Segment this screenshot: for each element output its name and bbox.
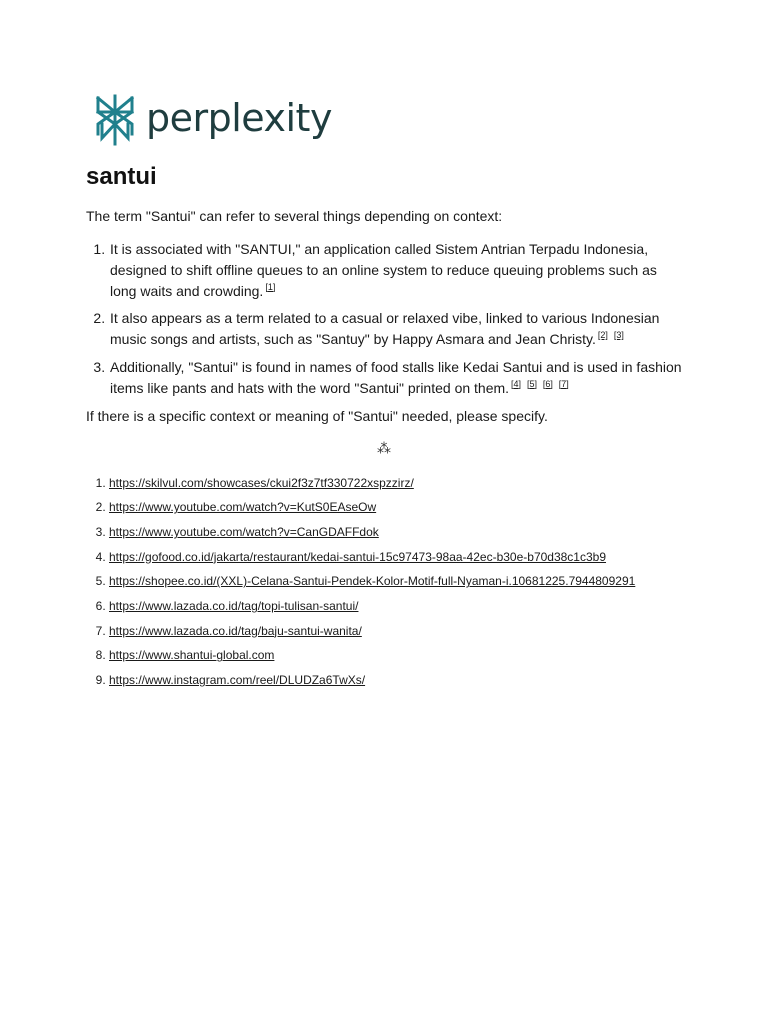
citation [265, 282, 275, 292]
citation-link[interactable]: [5] [526, 378, 537, 389]
citation [598, 330, 608, 340]
reference-item [109, 524, 686, 540]
citation [543, 379, 553, 389]
reference-list [86, 475, 686, 689]
reference-item [109, 623, 686, 639]
reference-item [109, 598, 686, 614]
reference-link[interactable]: https://www.shantui-global.com [109, 648, 275, 663]
query-title: santui [86, 163, 157, 190]
reference-link[interactable]: https://www.lazada.co.id/tag/topi-tulisan-santui/ [109, 599, 359, 614]
section-divider: ⁂ [377, 439, 391, 456]
perplexity-logo-icon [94, 94, 136, 146]
citation [511, 379, 521, 389]
citation-link[interactable]: [3] [613, 330, 624, 341]
answer-item [109, 308, 686, 350]
answer-item-text: It also appears as a term related to a casual or relaxed vibe, linked to various Indonesian music songs and artists, such as "Santuy" by Happy Asmara and Jean Christy. [110, 310, 660, 348]
answer-item-text: Additionally, "Santui" is found in names of food stalls like Kedai Santui and is used in fashion items like pants and hats with the word "Santui" printed on them. [110, 358, 682, 396]
answer-closing: If there is a specific context or meaning of "Santui" needed, please specify. [86, 407, 548, 424]
reference-link[interactable]: https://shopee.co.id/(XXL)-Celana-Santui-Pendek-Kolor-Motif-full-Nyaman-i.10681225.7944809291 [109, 574, 636, 589]
reference-item [109, 573, 686, 589]
reference-link[interactable]: https://www.instagram.com/reel/DLUDZa6TwXs/ [109, 673, 366, 688]
reference-item [109, 672, 686, 688]
perplexity-wordmark: perplexity [146, 96, 332, 140]
answer-item [109, 239, 686, 301]
reference-link[interactable]: https://www.youtube.com/watch?v=CanGDAFFdok [109, 524, 379, 539]
citation-link[interactable]: [1] [265, 281, 276, 292]
answer-item-text: It is associated with "SANTUI," an application called Sistem Antrian Terpadu Indonesia, designed to shift offline queues to an online system to reduce queuing problems such as long waits and crowding. [110, 241, 657, 299]
answer-item [109, 357, 686, 399]
reference-item [109, 475, 686, 491]
reference-item [109, 647, 686, 663]
reference-link[interactable]: https://www.youtube.com/watch?v=KutS0EAseOw [109, 500, 377, 515]
citation [559, 379, 569, 389]
reference-item [109, 549, 686, 565]
citation-link[interactable]: [2] [597, 330, 608, 341]
citation-link[interactable]: [7] [558, 378, 569, 389]
reference-link[interactable]: https://gofood.co.id/jakarta/restaurant/kedai-santui-15c97473-98aa-42ec-b30e-b70d38c1c3b9 [109, 549, 607, 564]
reference-link[interactable]: https://www.lazada.co.id/tag/baju-santui-wanita/ [109, 623, 362, 638]
citation [614, 330, 624, 340]
citation-link[interactable]: [4] [511, 378, 522, 389]
citation [527, 379, 537, 389]
citation-link[interactable]: [6] [542, 378, 553, 389]
answer-list [86, 239, 686, 399]
perplexity-logo [94, 93, 332, 147]
answer-intro: The term "Santui" can refer to several things depending on context: [86, 208, 503, 224]
answer-document [86, 160, 686, 697]
reference-item [109, 499, 686, 515]
reference-link[interactable]: https://skilvul.com/showcases/ckui2f3z7tf330722xspzzirz/ [109, 475, 414, 490]
